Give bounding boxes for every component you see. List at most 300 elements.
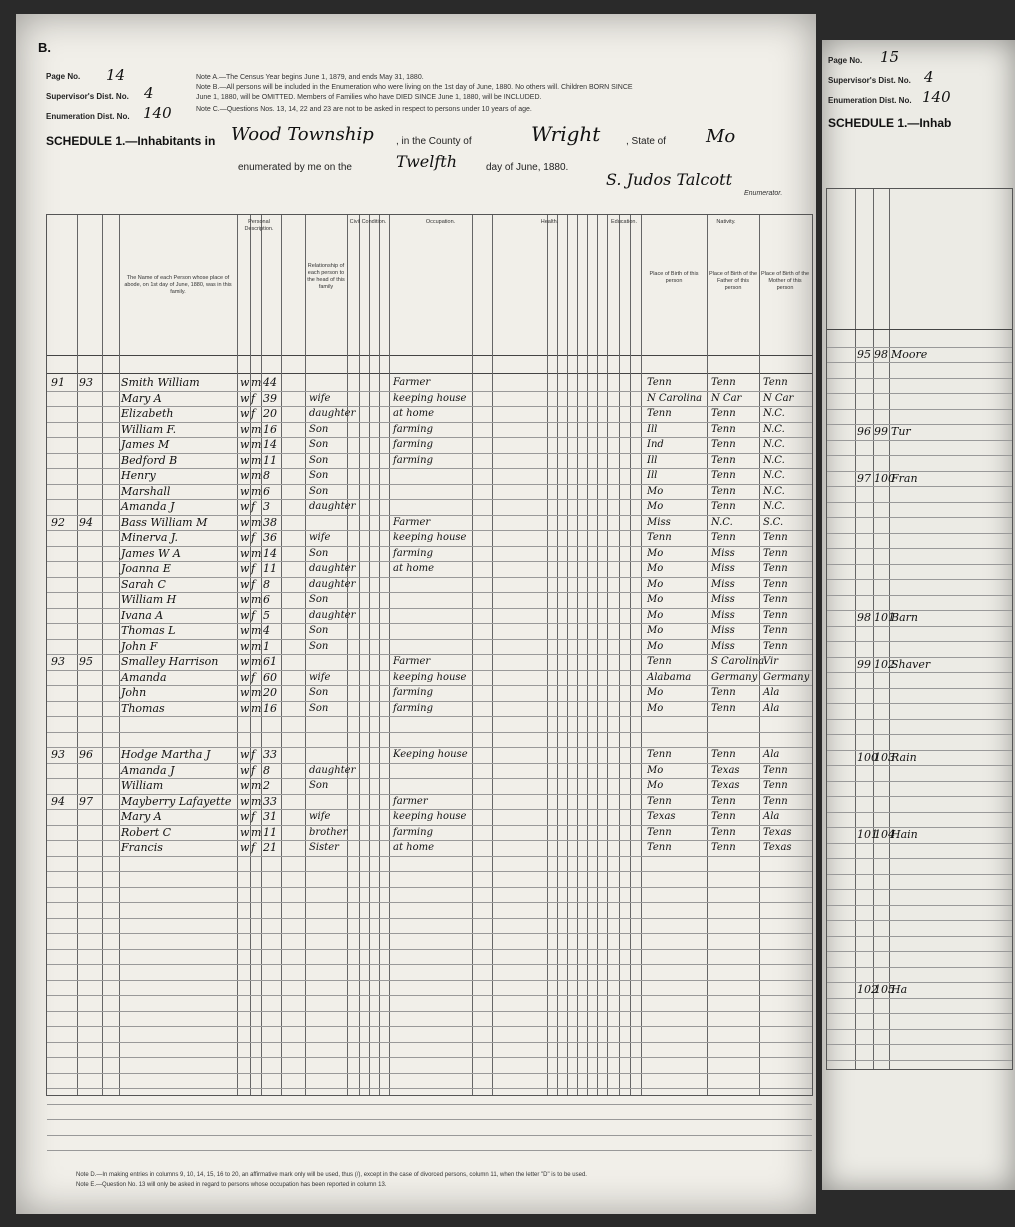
cell-fob: Tenn	[711, 687, 736, 698]
table-row	[47, 1119, 812, 1135]
cell-age: 14	[263, 546, 277, 560]
cell-mob: N.C.	[763, 470, 785, 481]
row-line	[47, 1150, 812, 1151]
cell-sex: m	[251, 438, 262, 451]
cell-sex: m	[251, 639, 262, 653]
cell-name: Thomas	[121, 701, 165, 715]
cell-color: w	[240, 376, 250, 389]
cell-sex: f	[251, 670, 256, 684]
row-line	[827, 455, 1012, 456]
cell-age: 1	[263, 639, 270, 653]
right-cell-fam: 105	[874, 983, 895, 996]
cell-dw: 91	[51, 376, 65, 389]
row-line	[827, 564, 1012, 565]
table-row	[47, 1057, 812, 1073]
cell-mob: N.C.	[763, 423, 785, 435]
cell-mob: Tenn	[763, 578, 788, 590]
cell-age: 2	[263, 779, 270, 792]
cell-age: 36	[263, 531, 277, 544]
note-a-continued: Note B.—All persons will be included in the Enumeration who were living on the 1st day of June, 1880. No others will. Children BORN SINCE	[196, 84, 633, 91]
right-cell-fam: 98	[874, 347, 888, 361]
table-row	[47, 995, 812, 1011]
cell-mob: N.C.	[763, 408, 785, 419]
right-cell-name: Barn	[891, 611, 918, 624]
cell-fob: N Car	[711, 392, 742, 404]
cell-fob: Tenn	[711, 811, 736, 822]
right-table-row	[827, 827, 1012, 843]
cell-rel: daughter	[309, 578, 356, 590]
table-row	[47, 778, 812, 794]
cell-age: 11	[263, 825, 277, 839]
cell-pob: Mo	[647, 594, 664, 605]
cell-sex: m	[251, 624, 262, 637]
right-cell-name: Moore	[891, 347, 928, 361]
cell-occ: farming	[393, 439, 433, 450]
cell-name: Mary A	[121, 810, 162, 823]
cell-pob: Alabama	[647, 671, 692, 683]
right-table	[826, 188, 1013, 1070]
cell-rel: Son	[309, 423, 329, 435]
row-line	[827, 502, 1012, 503]
cell-pob: Tenn	[647, 408, 672, 419]
cell-name: Francis	[121, 841, 163, 854]
cell-sex: f	[251, 500, 256, 513]
table-row	[47, 391, 812, 407]
row-line	[827, 796, 1012, 797]
cell-pob: N Carolina	[647, 392, 703, 404]
cell-mob: Texas	[763, 826, 792, 838]
table-row	[47, 422, 812, 438]
cell-age: 8	[263, 763, 270, 777]
cell-age: 38	[263, 515, 277, 529]
cell-dw: 92	[51, 515, 65, 529]
cell-fob: Tenn	[711, 702, 736, 714]
right-supervisor-label: Supervisor's Dist. No.	[828, 76, 911, 85]
cell-sex: f	[251, 577, 256, 591]
footer-note-d: Note D.—In making entries in columns 9, 10, 14, 15, 16 to 20, an affirmative mark only will be used, thus (/), except in the case of divorced persons, column 11, when the letter "D" is to be used.	[76, 1172, 587, 1178]
right-enumeration-value: 140	[922, 88, 951, 106]
enumerator-label: Enumerator.	[744, 190, 783, 197]
cell-pob: Ill	[647, 454, 658, 466]
table-row	[47, 592, 812, 608]
row-line	[827, 905, 1012, 906]
table-row	[47, 468, 812, 484]
table-row	[47, 871, 812, 887]
cell-rel: Son	[309, 470, 329, 481]
cell-color: w	[240, 608, 250, 622]
right-page-number-value: 15	[880, 48, 900, 66]
cell-color: w	[240, 825, 250, 839]
row-line	[827, 409, 1012, 410]
cell-rel: Son	[309, 625, 329, 636]
cell-fob: Tenn	[711, 439, 736, 450]
right-table-row	[827, 471, 1012, 487]
right-cell-fam: 104	[874, 828, 895, 841]
cell-occ: Farmer	[393, 656, 431, 667]
table-row	[47, 732, 812, 748]
cell-color: w	[240, 515, 250, 529]
cell-age: 8	[263, 577, 270, 591]
cell-color: w	[240, 670, 250, 684]
cell-pob: Tenn	[647, 795, 672, 807]
table-row	[47, 747, 812, 763]
row-line	[827, 517, 1012, 518]
cell-pob: Mo	[647, 609, 664, 621]
cell-pob: Tenn	[647, 532, 672, 543]
cell-age: 31	[263, 810, 277, 823]
column-header-civil: Civil Condition.	[349, 219, 387, 225]
cell-rel: daughter	[309, 408, 356, 419]
table-row	[47, 716, 812, 732]
cell-age: 39	[263, 391, 277, 405]
note-b: June 1, 1880, will be OMITTED. Members of Families who have DIED SINCE June 1, 1880, will be INCLUDED.	[196, 94, 542, 101]
cell-fob: Miss	[711, 594, 735, 605]
cell-pob: Mo	[647, 625, 664, 636]
cell-occ: at home	[393, 408, 435, 419]
table-row	[47, 856, 812, 872]
census-sheet-page-14	[16, 14, 816, 1214]
cell-mob: Tenn	[763, 594, 788, 605]
cell-sex: m	[251, 701, 262, 715]
cell-name: William	[121, 779, 164, 792]
cell-pob: Tenn	[647, 656, 672, 667]
cell-name: Mayberry Lafayette	[121, 794, 232, 808]
cell-name: Henry	[121, 469, 156, 482]
right-table-row	[827, 610, 1012, 626]
cell-mob: Vir	[763, 656, 779, 667]
table-row	[47, 933, 812, 949]
cell-pob: Tenn	[647, 377, 672, 388]
cell-fob: Tenn	[711, 408, 736, 419]
state-label: , State of	[626, 136, 667, 147]
cell-color: w	[240, 794, 250, 808]
footer-note-e: Note E.—Question No. 13 will only be asked in regard to persons whose occupation has been reported in column 13.	[76, 1182, 387, 1188]
cell-color: w	[240, 500, 250, 513]
cell-age: 14	[263, 438, 277, 451]
table-row	[47, 809, 812, 825]
cell-color: w	[240, 639, 250, 653]
table-row	[47, 546, 812, 562]
header-divider	[827, 329, 1012, 330]
row-line	[827, 688, 1012, 689]
right-cell-dw: 100	[857, 750, 878, 764]
cell-pob: Mo	[647, 547, 664, 559]
cell-mob: N.C.	[763, 439, 785, 450]
table-row	[47, 902, 812, 918]
cell-pob: Ill	[647, 470, 658, 481]
cell-color: w	[240, 407, 250, 420]
row-line	[827, 734, 1012, 735]
cell-fob: Tenn	[711, 749, 736, 760]
cell-dw: 93	[51, 655, 65, 668]
column-header-birth-person: Place of Birth of this person	[649, 271, 699, 284]
row-line	[827, 393, 1012, 394]
cell-sex: f	[251, 748, 256, 761]
corner-letter: B.	[38, 40, 51, 55]
row-line	[827, 967, 1012, 968]
county-name: Wright	[531, 122, 601, 146]
cell-name: James M	[121, 438, 170, 451]
cell-rel: daughter	[309, 501, 356, 512]
cell-age: 6	[263, 593, 270, 606]
row-line	[827, 874, 1012, 875]
cell-name: William H	[121, 593, 177, 606]
cell-fam: 93	[79, 376, 93, 389]
cell-color: w	[240, 701, 250, 715]
cell-fam: 96	[79, 748, 93, 761]
table-row	[47, 623, 812, 639]
cell-age: 4	[263, 624, 270, 637]
cell-color: w	[240, 562, 250, 575]
cell-fob: Miss	[711, 578, 735, 590]
cell-name: Minerva J.	[121, 531, 178, 544]
cell-name: Smith William	[121, 376, 200, 389]
cell-sex: m	[251, 453, 262, 467]
cell-color: w	[240, 484, 250, 498]
cell-occ: farming	[393, 547, 433, 559]
cell-fob: Tenn	[711, 423, 736, 435]
table-row	[47, 608, 812, 624]
right-table-row	[827, 982, 1012, 998]
right-page-number-label: Page No.	[828, 56, 863, 65]
cell-color: w	[240, 469, 250, 482]
cell-name: Bedford B	[121, 453, 178, 467]
cell-fob: Tenn	[711, 795, 736, 807]
table-row	[47, 670, 812, 686]
cell-color: w	[240, 438, 250, 451]
cell-mob: Tenn	[763, 640, 788, 652]
cell-color: w	[240, 546, 250, 560]
column-header-nativity: Nativity.	[716, 219, 736, 225]
cell-sex: f	[251, 841, 256, 854]
row-line	[827, 936, 1012, 937]
cell-occ: farming	[393, 702, 433, 714]
row-line	[827, 533, 1012, 534]
cell-fob: Tenn	[711, 501, 736, 512]
cell-pob: Mo	[647, 687, 664, 698]
cell-occ: at home	[393, 842, 435, 853]
cell-fob: Miss	[711, 563, 735, 574]
table-row	[47, 639, 812, 655]
cell-sex: f	[251, 407, 256, 420]
table-row	[47, 840, 812, 856]
page-number-value: 14	[106, 66, 126, 84]
cell-color: w	[240, 655, 250, 668]
cell-fam: 94	[79, 515, 93, 529]
cell-age: 16	[263, 701, 277, 715]
cell-fam: 97	[79, 794, 93, 808]
cell-rel: Son	[309, 687, 329, 698]
cell-fob: S Carolina	[711, 656, 765, 667]
row-line	[827, 951, 1012, 952]
row-line	[827, 858, 1012, 859]
enumeration-district-value: 140	[143, 104, 172, 122]
col-line	[889, 189, 890, 1069]
table-row	[47, 1073, 812, 1089]
cell-occ: farming	[393, 423, 433, 435]
cell-rel: wife	[309, 532, 331, 543]
cell-sex: m	[251, 376, 262, 389]
cell-sex: f	[251, 810, 256, 823]
cell-rel: wife	[309, 392, 331, 404]
cell-fam: 95	[79, 655, 93, 668]
table-row	[47, 654, 812, 670]
table-row	[47, 437, 812, 453]
cell-rel: Son	[309, 485, 329, 497]
row-line	[827, 641, 1012, 642]
supervisor-district-label: Supervisor's Dist. No.	[46, 92, 129, 101]
cell-pob: Mo	[647, 485, 664, 497]
right-cell-name: Tur	[891, 425, 911, 438]
cell-pob: Tenn	[647, 826, 672, 838]
right-cell-name: Fran	[891, 471, 918, 485]
cell-sex: m	[251, 593, 262, 606]
cell-pob: Mo	[647, 702, 664, 714]
cell-fob: Miss	[711, 640, 735, 652]
right-table-row	[827, 657, 1012, 673]
cell-color: w	[240, 391, 250, 405]
cell-name: Thomas L	[121, 624, 176, 637]
cell-sex: f	[251, 531, 256, 544]
cell-fob: Tenn	[711, 485, 736, 497]
cell-name: Elizabeth	[121, 407, 174, 420]
cell-mob: N.C.	[763, 454, 785, 466]
cell-color: w	[240, 686, 250, 699]
cell-fob: Tenn	[711, 470, 736, 481]
cell-name: Bass William M	[121, 515, 208, 529]
cell-pob: Texas	[647, 811, 676, 822]
cell-sex: f	[251, 391, 256, 405]
census-sheet-page-15	[822, 40, 1015, 1190]
cell-sex: m	[251, 469, 262, 482]
cell-fob: Texas	[711, 764, 740, 776]
cell-sex: m	[251, 484, 262, 498]
cell-sex: m	[251, 825, 262, 839]
day-label: day of June, 1880.	[486, 162, 569, 173]
cell-fob: Texas	[711, 780, 740, 791]
right-table-row	[827, 750, 1012, 766]
cell-name: Amanda J	[121, 500, 175, 513]
header-number-divider	[47, 373, 812, 374]
cell-color: w	[240, 810, 250, 823]
right-schedule-label: SCHEDULE 1.—Inhab	[828, 116, 952, 130]
table-row	[47, 794, 812, 810]
cell-name: Amanda	[121, 670, 167, 684]
cell-occ: farming	[393, 454, 433, 466]
cell-rel: wife	[309, 671, 331, 683]
census-table	[46, 214, 813, 1096]
cell-rel: Son	[309, 439, 329, 450]
cell-color: w	[240, 748, 250, 761]
table-row	[47, 918, 812, 934]
table-row	[47, 375, 812, 391]
row-line	[827, 579, 1012, 580]
cell-mob: Tenn	[763, 563, 788, 574]
cell-name: John	[121, 686, 147, 699]
cell-name: Marshall	[121, 484, 171, 498]
cell-sex: f	[251, 562, 256, 575]
table-row	[47, 1011, 812, 1027]
cell-name: James W A	[121, 546, 181, 560]
table-row	[47, 406, 812, 422]
right-supervisor-value: 4	[924, 68, 934, 86]
cell-mob: N.C.	[763, 501, 785, 512]
cell-age: 33	[263, 748, 277, 761]
column-header-personal: Personal Description.	[244, 219, 274, 232]
column-header-relationship: Relationship of each person to the head of this family	[307, 263, 345, 290]
cell-name: Ivana A	[121, 608, 164, 622]
table-row	[47, 949, 812, 965]
right-cell-fam: 103	[874, 750, 895, 764]
cell-rel: wife	[309, 811, 331, 822]
table-row	[47, 1042, 812, 1058]
row-line	[827, 889, 1012, 890]
cell-mob: Germany	[763, 671, 810, 683]
right-cell-name: Rain	[891, 750, 917, 764]
cell-fob: Tenn	[711, 532, 736, 543]
cell-name: William F.	[121, 422, 177, 436]
cell-mob: Tenn	[763, 532, 788, 543]
row-line	[827, 703, 1012, 704]
row-line	[827, 812, 1012, 813]
cell-color: w	[240, 779, 250, 792]
cell-dw: 94	[51, 794, 65, 808]
cell-rel: Sister	[309, 842, 339, 853]
row-line	[827, 595, 1012, 596]
cell-occ: Keeping house	[393, 749, 468, 760]
cell-fob: Tenn	[711, 842, 736, 853]
cell-color: w	[240, 531, 250, 544]
cell-mob: Tenn	[763, 795, 788, 807]
cell-age: 16	[263, 422, 277, 436]
cell-sex: f	[251, 763, 256, 777]
cell-rel: Son	[309, 547, 329, 559]
row-line	[827, 1060, 1012, 1061]
table-row	[47, 1026, 812, 1042]
right-cell-name: Hain	[891, 828, 918, 841]
right-cell-dw: 101	[857, 828, 878, 841]
note-c: Note C.—Questions Nos. 13, 14, 22 and 23 are not to be asked in respect to persons under 10 years of age.	[196, 106, 532, 113]
right-cell-dw: 95	[857, 347, 871, 361]
cell-mob: N Car	[763, 392, 794, 404]
row-line	[827, 378, 1012, 379]
cell-pob: Ind	[647, 439, 664, 450]
row-line	[827, 1044, 1012, 1045]
cell-fob: Germany	[711, 671, 758, 683]
cell-occ: keeping house	[393, 811, 467, 822]
cell-pob: Mo	[647, 780, 664, 791]
cell-name: Mary A	[121, 391, 162, 405]
right-cell-dw: 99	[857, 657, 871, 671]
cell-color: w	[240, 422, 250, 436]
column-header-occupation: Occupation.	[425, 219, 456, 225]
column-header-education: Education.	[611, 219, 637, 225]
cell-age: 8	[263, 469, 270, 482]
note-a: Note A.—The Census Year begins June 1, 1879, and ends May 31, 1880.	[196, 74, 424, 81]
cell-color: w	[240, 453, 250, 467]
table-row	[47, 980, 812, 996]
cell-sex: m	[251, 686, 262, 699]
cell-rel: Son	[309, 454, 329, 466]
right-cell-name: Shaver	[891, 657, 931, 671]
cell-mob: Tenn	[763, 625, 788, 636]
cell-mob: Tenn	[763, 377, 788, 388]
cell-fob: Tenn	[711, 377, 736, 388]
cell-rel: Son	[309, 702, 329, 714]
cell-mob: N.C.	[763, 485, 785, 497]
col-line	[873, 189, 874, 1069]
col-line	[855, 189, 856, 1069]
